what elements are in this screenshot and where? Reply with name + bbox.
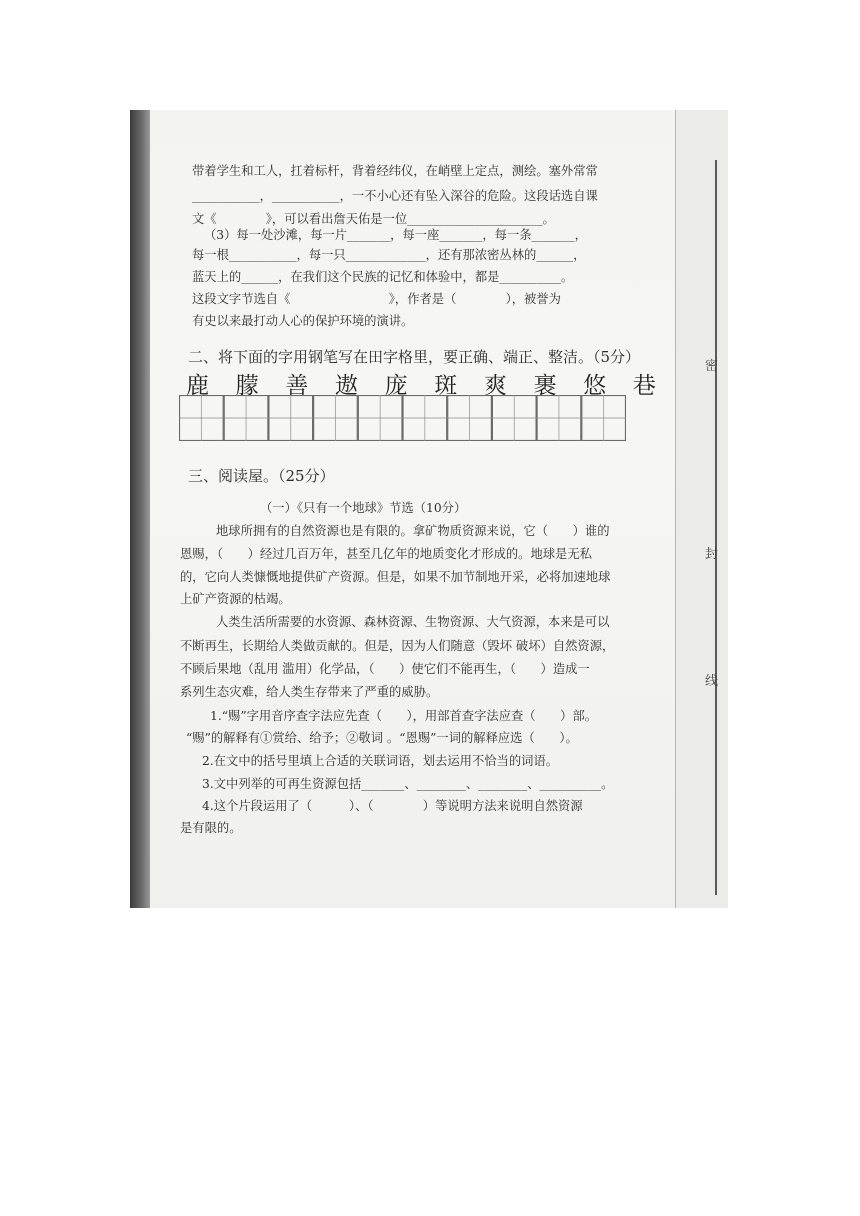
scanned-exam-photo: [130, 110, 728, 908]
text-line: （3）每一处沙滩，每一片_______，每一座_______，每一条_______，: [204, 228, 587, 242]
sample-character: 庞: [384, 373, 408, 399]
passage-line: 人类生活所需要的水资源、森林资源、生物资源、大气资源，本来是可以: [216, 615, 610, 629]
passage-line: 不顾后果地（乱用 滥用）化学品，（ ）使它们不能再生，（ ）造成一: [180, 662, 590, 676]
question-line: 是有限的。: [180, 821, 242, 835]
passage-line: 地球所拥有的自然资源也是有限的。拿矿物质资源来说，它（ ）谁的: [216, 524, 610, 538]
sample-character: 悠: [583, 373, 607, 399]
text-line: 每一根___________，每一只_____________，还有那浓密丛林的______，: [192, 248, 586, 262]
section-2-title: 二、将下面的字用钢笔写在田字格里，要正确、端正、整洁。（5分）: [188, 348, 641, 366]
text-line: 文《 》，可以看出詹天佑是一位______________________。: [192, 212, 555, 226]
text-line: 带着学生和工人，扛着标杆，背着经纬仪，在峭壁上定点，测绘。塞外常常: [192, 164, 598, 178]
sample-character: 巷: [632, 373, 656, 399]
question-line: 3.文中列举的可再生资源包括_______、________、________、__________。: [202, 777, 614, 791]
passage-line: 的，它向人类慷慨地提供矿产资源。但是，如果不加节制地开采，必将加速地球: [180, 570, 611, 584]
passage-line: 不断再生，长期给人类做贡献的。但是，因为人们随意（毁坏 破坏）自然资源，: [180, 639, 615, 653]
margin-mark-mi: 密: [705, 359, 719, 374]
text-line: 有史以来最打动人心的保护环境的演讲。: [192, 314, 414, 328]
passage-line: 上矿产资源的枯竭。: [180, 592, 291, 606]
margin-mark-feng: 封: [705, 547, 719, 562]
seal-line: [715, 160, 717, 895]
text-line: ___________，___________，一不小心还有坠入深谷的危险。这段话选自课: [192, 189, 598, 203]
passage-subtitle: （一）《只有一个地球》节选（10分）: [260, 501, 467, 515]
sample-character: 爽: [483, 373, 507, 399]
sample-character: 遨: [334, 373, 358, 399]
photo-dark-edge: [130, 110, 150, 908]
question-line: 2.在文中的括号里填上合适的关联词语，划去运用不恰当的词语。: [202, 754, 559, 768]
passage-line: 恩赐，（ ）经过几百万年，甚至几亿年的地质变化才形成的。地球是无私: [180, 547, 592, 561]
sample-character: 裹: [533, 373, 557, 399]
text-line: 蓝天上的______，在我们这个民族的记忆和体验中，都是__________。: [192, 270, 574, 284]
sample-character: 善: [285, 373, 309, 399]
question-line: 1.“赐”字用音序查字法应先查（ ），用部首查字法应查（ ）部。: [210, 709, 598, 723]
passage-line: 系列生态灾难，给人类生存带来了严重的威胁。: [180, 685, 439, 699]
sample-character: 朦: [235, 373, 259, 399]
question-line: “赐”的解释有①赏给、给予；②敬词 。“恩赐”一词的解释应选（ ）。: [186, 731, 578, 745]
section-3-title: 三、阅读屋。（25分）: [188, 467, 335, 485]
writing-grid[interactable]: [179, 395, 626, 441]
sample-character: 鹿: [186, 373, 209, 399]
margin-mark-xian: 线: [705, 674, 719, 689]
question-line: 4.这个片段运用了（ ）、（ ）等说明方法来说明自然资源: [202, 799, 583, 813]
text-line: 这段文字节选自《 》，作者是（ ），被誉为: [192, 292, 561, 306]
sample-character: 斑: [434, 373, 458, 399]
seal-margin: [675, 110, 728, 908]
